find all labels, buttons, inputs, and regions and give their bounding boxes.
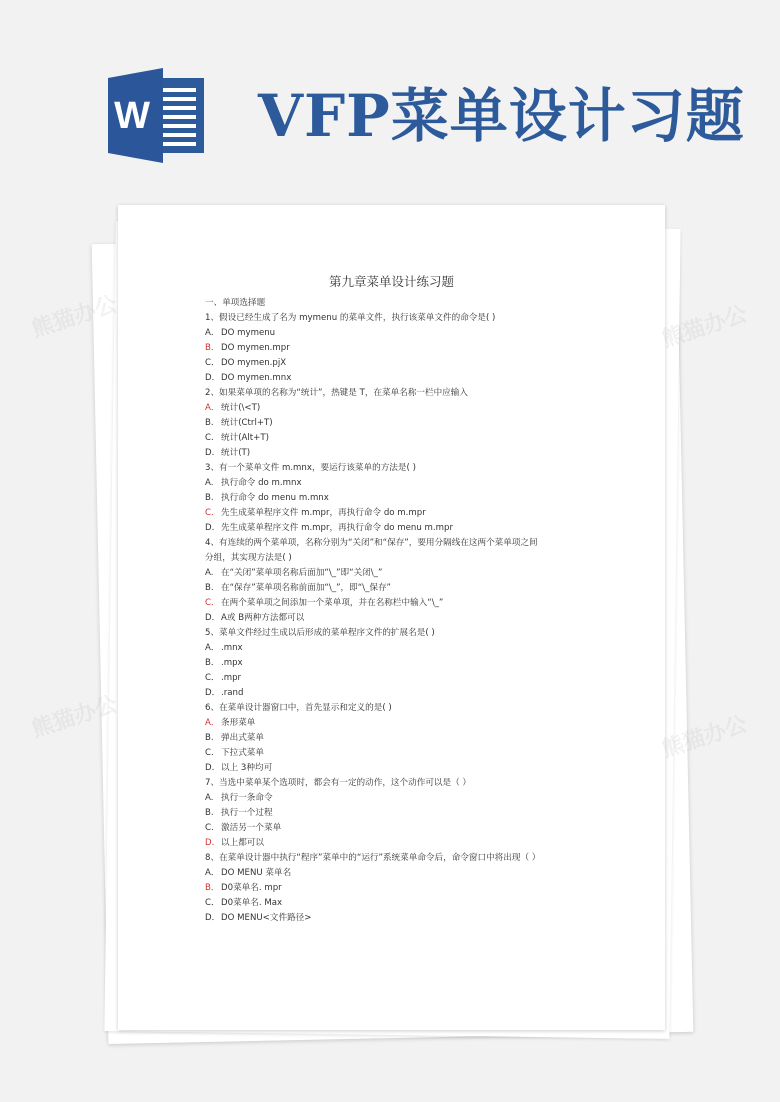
option-letter: B. <box>205 583 214 593</box>
answer-option <box>205 881 625 896</box>
option-letter-correct: B． <box>205 343 220 353</box>
banner-title: VFP菜单设计习题 <box>258 82 745 150</box>
option-letter: A． <box>205 868 220 878</box>
watermark: 熊猫办公 <box>658 301 751 353</box>
option-letter: A. <box>205 793 214 803</box>
option-letter-correct: B． <box>205 883 220 893</box>
watermark: 熊猫办公 <box>28 291 121 343</box>
word-icon-letter: W <box>114 95 150 137</box>
option-text: .mnx <box>221 643 243 653</box>
option-text: 先生成菜单程序文件 m.mpr，再执行命令 do m.mpr <box>221 508 426 518</box>
question-stem: 4、有连续的两个菜单项，名称分别为“关闭”和“保存”，要用分隔线在这两个菜单项之间 <box>205 538 538 548</box>
answer-option <box>205 761 625 776</box>
option-text: 以上 3种均可 <box>221 763 273 773</box>
answer-option <box>205 581 625 596</box>
word-document-icon <box>108 68 208 163</box>
option-letter: A． <box>205 328 220 338</box>
option-text: 激活另一个菜单 <box>221 823 282 833</box>
answer-option <box>205 686 625 701</box>
question-stem: 8、在菜单设计器中执行“程序”菜单中的“运行”系统菜单命令后，命令窗口中将出现（ ） <box>205 853 541 863</box>
answer-option <box>205 896 625 911</box>
option-text: DO MENU 菜单名 <box>221 868 292 878</box>
option-text: A或 B两种方法都可以 <box>221 613 305 623</box>
watermark: 熊猫办公 <box>28 691 121 743</box>
answer-option <box>205 476 625 491</box>
answer-option <box>205 791 625 806</box>
option-text: 执行一条命令 <box>221 793 273 803</box>
option-letter: B. <box>205 808 214 818</box>
question-stem: 5、菜单文件经过生成以后形成的菜单程序文件的扩展名是( ) <box>205 628 435 638</box>
answer-option <box>205 341 625 356</box>
option-letter-correct: C． <box>205 598 220 608</box>
answer-option <box>205 866 625 881</box>
option-letter: B． <box>205 658 220 668</box>
answer-option <box>205 641 625 656</box>
answer-option <box>205 671 625 686</box>
option-text: .mpx <box>221 658 243 668</box>
option-text: DO mymen.mpr <box>221 343 290 353</box>
option-text: 以上都可以 <box>221 838 264 848</box>
option-text: 执行命令 do m.mnx <box>221 478 302 488</box>
document-page <box>118 205 665 1030</box>
question-stem: 6、在菜单设计器窗口中，首先显示和定义的是( ) <box>205 703 392 713</box>
option-letter: C. <box>205 748 214 758</box>
option-letter-correct: C． <box>205 508 220 518</box>
option-text: 执行一个过程 <box>221 808 273 818</box>
question-stem: 7、当选中菜单某个选项时，都会有一定的动作，这个动作可以是（ ） <box>205 778 472 788</box>
answer-option <box>205 731 625 746</box>
option-text: DO MENU<文件路径> <box>221 913 312 923</box>
answer-option <box>205 491 625 506</box>
option-letter: B. <box>205 418 214 428</box>
answer-option <box>205 716 625 731</box>
option-text: 统计(Ctrl+T) <box>221 418 273 428</box>
answer-option <box>205 506 625 521</box>
answer-option <box>205 326 625 341</box>
option-letter: D. <box>205 763 215 773</box>
option-text: 在“保存”菜单项名称前面加“\_”，即“\_保存” <box>221 583 392 593</box>
option-letter: D． <box>205 613 221 623</box>
option-text: 先生成菜单程序文件 m.mpr，再执行命令 do menu m.mpr <box>221 523 454 533</box>
answer-option <box>205 806 625 821</box>
document-title: 第九章菜单设计练习题 <box>328 274 454 289</box>
option-text: 执行命令 do menu m.mnx <box>221 493 329 503</box>
answer-option <box>205 416 625 431</box>
option-text: 在两个菜单项之间添加一个菜单项，并在名称栏中输入“\_” <box>221 598 444 608</box>
option-text: .mpr <box>221 673 242 683</box>
watermark: 熊猫办公 <box>658 711 751 763</box>
option-text: 统计(T) <box>221 448 251 458</box>
answer-option <box>205 656 625 671</box>
option-letter: C． <box>205 673 220 683</box>
answer-option <box>205 836 625 851</box>
option-letter: C． <box>205 358 220 368</box>
option-letter: A. <box>205 478 214 488</box>
option-letter-correct: A． <box>205 403 220 413</box>
document-body <box>205 296 625 926</box>
question-stem: 分组，其实现方法是( ) <box>205 553 292 563</box>
option-letter-correct: A． <box>205 718 220 728</box>
answer-option <box>205 611 625 626</box>
answer-option <box>205 566 625 581</box>
option-letter: B. <box>205 733 214 743</box>
option-letter: A． <box>205 643 220 653</box>
option-letter: C. <box>205 823 214 833</box>
option-text: 统计(\<T) <box>221 403 261 413</box>
option-letter: A. <box>205 568 214 578</box>
option-text: DO mymenu <box>221 328 276 338</box>
option-text: DO mymen.pjX <box>221 358 287 368</box>
option-letter: D. <box>205 448 215 458</box>
option-letter: D． <box>205 688 221 698</box>
option-text: D0菜单名. mpr <box>221 883 282 893</box>
option-text: .rand <box>221 688 244 698</box>
answer-option <box>205 371 625 386</box>
option-letter: D． <box>205 913 221 923</box>
banner <box>108 68 745 163</box>
option-text: D0菜单名. Max <box>221 898 283 908</box>
option-letter: B. <box>205 493 214 503</box>
question-stem: 1、假设已经生成了名为 mymenu 的菜单文件，执行该菜单文件的命令是( ) <box>205 313 496 323</box>
option-letter-correct: D. <box>205 838 215 848</box>
answer-option <box>205 446 625 461</box>
option-text: 在“关闭”菜单项名称后面加“\_”即“关闭\_” <box>221 568 383 578</box>
question-stem: 2、如果菜单项的名称为“统计”，热键是 T，在菜单名称一栏中应输入 <box>205 388 468 398</box>
answer-option <box>205 521 625 536</box>
answer-option <box>205 596 625 611</box>
option-letter: D． <box>205 373 221 383</box>
answer-option <box>205 746 625 761</box>
option-text: 下拉式菜单 <box>221 748 264 758</box>
option-text: 条形菜单 <box>221 718 256 728</box>
answer-option <box>205 821 625 836</box>
section-heading: 一、单项选择题 <box>205 298 266 308</box>
option-letter: C. <box>205 433 214 443</box>
option-text: 统计(Alt+T) <box>221 433 269 443</box>
answer-option <box>205 356 625 371</box>
option-letter: D. <box>205 523 215 533</box>
option-text: DO mymen.mnx <box>221 373 292 383</box>
answer-option <box>205 911 625 926</box>
answer-option <box>205 401 625 416</box>
option-text: 弹出式菜单 <box>221 733 264 743</box>
option-letter: C． <box>205 898 220 908</box>
question-stem: 3、有一个菜单文件 m.mnx，要运行该菜单的方法是( ) <box>205 463 416 473</box>
answer-option <box>205 431 625 446</box>
